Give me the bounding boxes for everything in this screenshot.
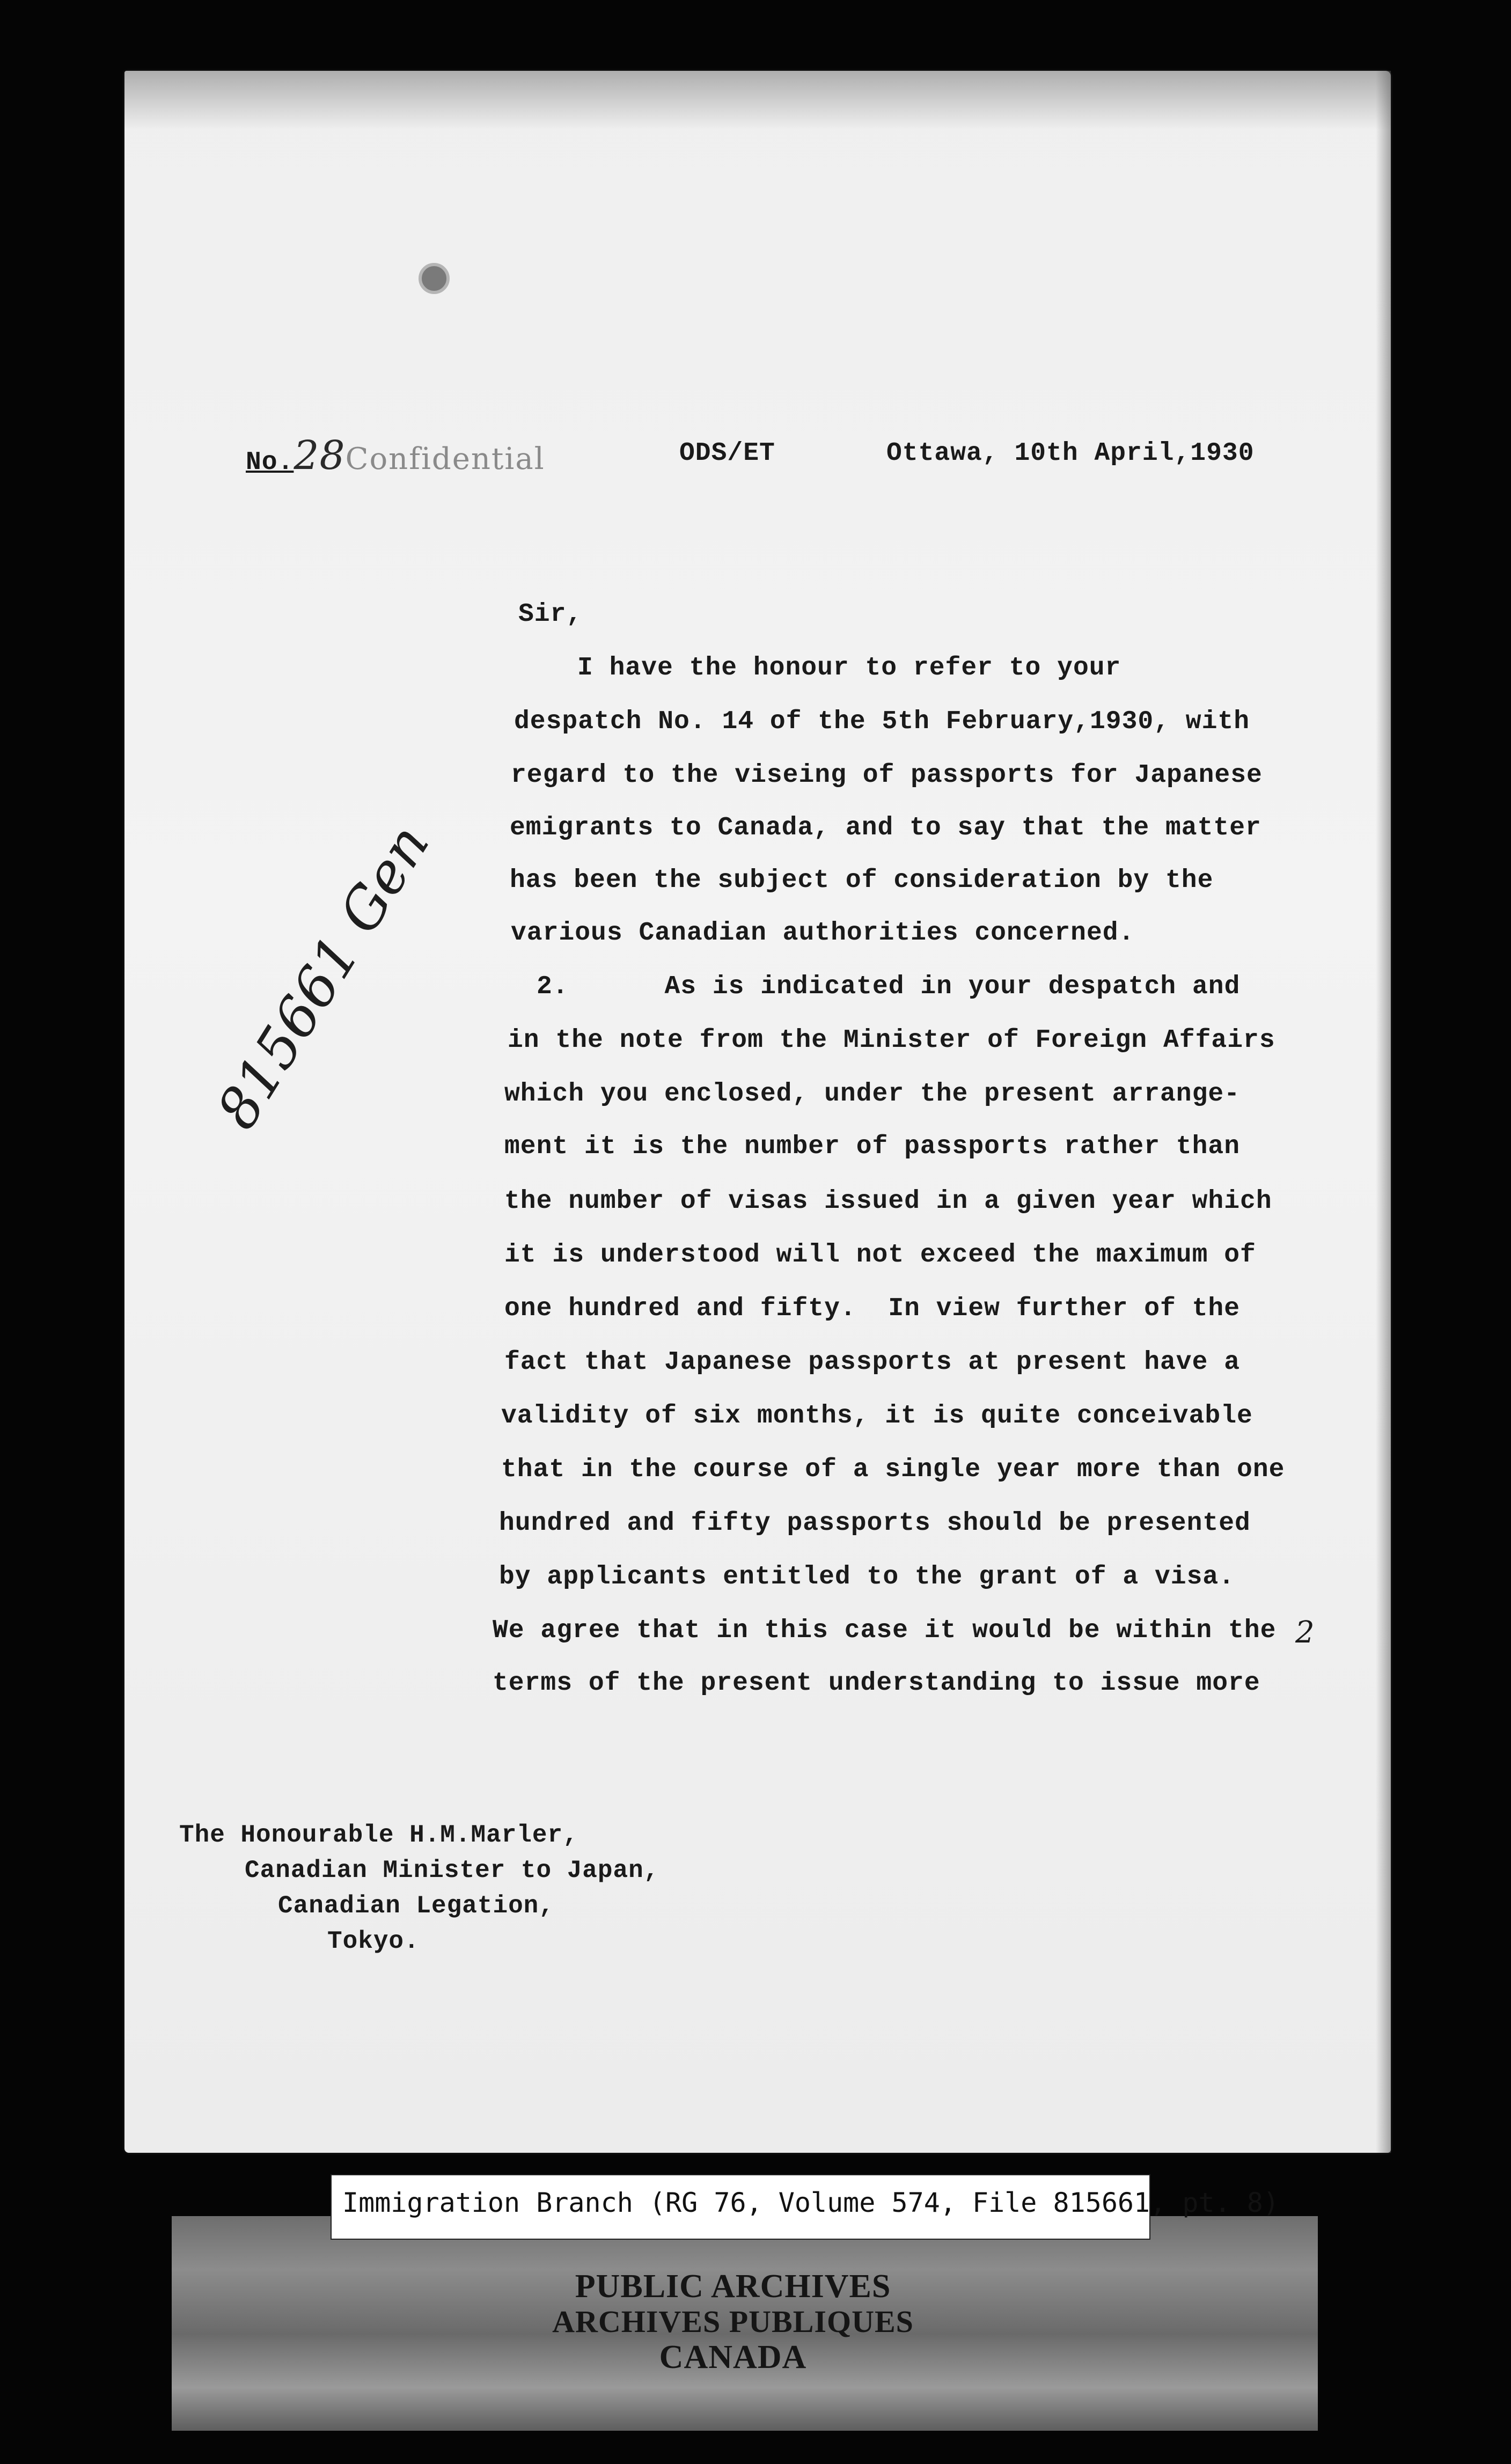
stamp-line: PUBLIC ARCHIVES [575, 2268, 891, 2305]
body-line: it is understood will not exceed the maximum of [504, 1241, 1256, 1270]
body-line: emigrants to Canada, and to say that the matter [510, 813, 1261, 842]
body-line: by applicants entitled to the grant of a visa. [499, 1563, 1235, 1592]
letter-reference [246, 432, 545, 479]
body-line: validity of six months, it is quite conceivable [501, 1402, 1253, 1431]
body-line: We agree that in this case it would be within the [493, 1616, 1277, 1645]
body-line: in the note from the Minister of Foreign Affairs [508, 1026, 1275, 1055]
addressee-line: Tokyo. [327, 1927, 420, 1955]
addressee-line: The Honourable H.M.Marler, [179, 1821, 578, 1849]
punch-hole-icon [419, 263, 450, 294]
body-line: fact that Japanese passports at present have a [504, 1348, 1241, 1377]
body-line: which you enclosed, under the present arrange- [504, 1080, 1241, 1109]
archive-label [331, 2174, 1279, 2240]
body-line: ment it is the number of passports rather than [504, 1132, 1241, 1161]
addressee-line: Canadian Minister to Japan, [245, 1857, 659, 1884]
body-line: despatch No. 14 of the 5th February,1930, with [514, 707, 1250, 736]
body-line: regard to the viseing of passports for Japanese [511, 761, 1263, 790]
archive-label-text: Immigration Branch (RG 76, Volume 574, File 815661, pt. 8) [342, 2187, 1279, 2218]
handwritten-file-note: 815661 Gen [204, 813, 442, 1140]
body-line: 2. As is indicated in your despatch and [537, 972, 1241, 1001]
addressee-line: Canadian Legation, [278, 1892, 554, 1920]
body-line: that in the course of a single year more than one [501, 1455, 1285, 1484]
page-mark: 2 [1295, 1615, 1315, 1650]
reference-code: ODS/ET [679, 439, 775, 468]
body-line: terms of the present understanding to issue more [493, 1669, 1260, 1698]
body-line: various Canadian authorities concerned. [511, 919, 1135, 948]
body-line: the number of visas issued in a given year which [504, 1187, 1272, 1216]
body-line: hundred and fifty passports should be presented [499, 1509, 1251, 1538]
confidential-stamp: Confidential [345, 442, 545, 476]
stamp-line: CANADA [659, 2339, 807, 2375]
body-line: has been the subject of consideration by the [510, 866, 1214, 895]
reference-number: 28 [294, 432, 346, 479]
body-line: one hundred and fifty. In view further of the [504, 1294, 1241, 1323]
salutation: Sir, [518, 600, 583, 629]
body-line: I have the honour to refer to your [577, 654, 1121, 683]
archives-stamp [502, 2269, 964, 2381]
letter-date: Ottawa, 10th April,1930 [886, 439, 1255, 468]
stamp-line: ARCHIVES PUBLIQUES [552, 2304, 914, 2339]
reference-prefix: No. [246, 448, 294, 477]
